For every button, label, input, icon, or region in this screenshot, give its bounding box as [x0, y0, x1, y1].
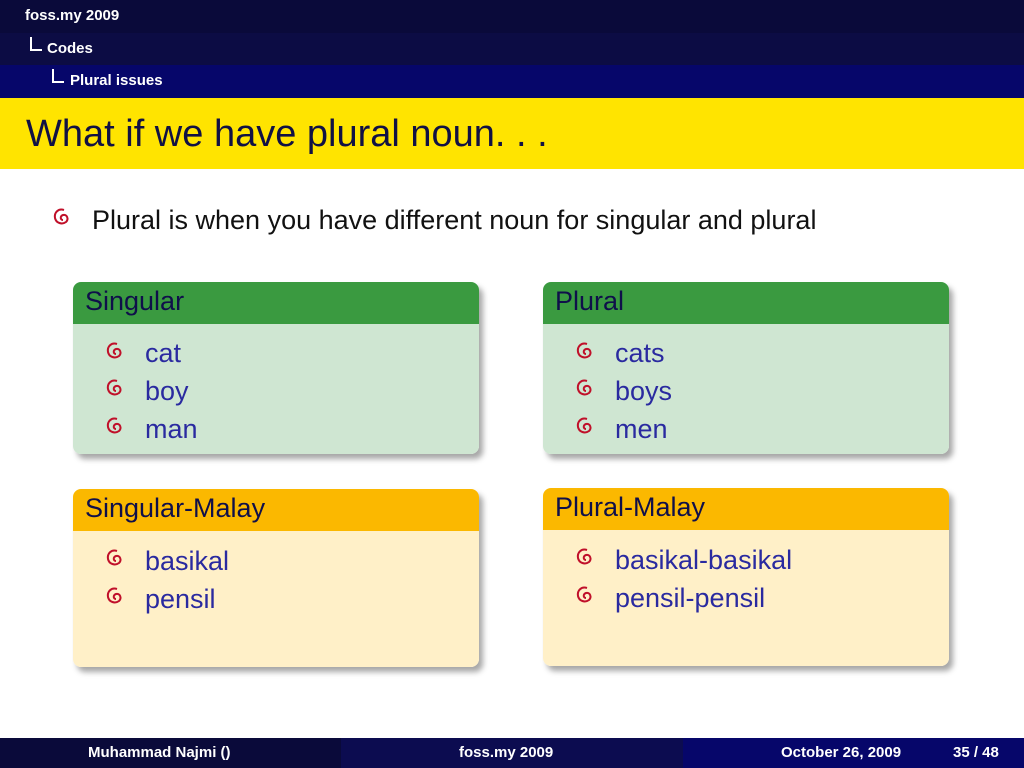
- block-title: Singular-Malay: [85, 493, 266, 523]
- list-item: man: [145, 414, 198, 444]
- block-title: Singular: [85, 286, 185, 316]
- list-item: pensil-pensil: [615, 583, 766, 613]
- footer-event-text: foss.my 2009: [459, 744, 554, 761]
- block-body: [543, 530, 949, 666]
- block-singular: [73, 282, 479, 454]
- footer-page-number: 35 / 48: [953, 744, 999, 761]
- tree-connector-icon: [30, 37, 42, 51]
- block-header: [543, 488, 949, 530]
- debian-swirl-icon: [575, 546, 595, 568]
- debian-swirl-icon: [105, 415, 125, 437]
- slide-title: What if we have plural noun. . .: [26, 113, 548, 155]
- block-singular-malay: [73, 489, 479, 667]
- footer-author: [0, 738, 341, 768]
- block-body: [543, 324, 949, 454]
- debian-swirl-icon: [575, 340, 595, 362]
- block-body: [73, 324, 479, 454]
- list-item: men: [615, 414, 668, 444]
- block-plural-malay: [543, 488, 949, 666]
- intro-text: Plural is when you have different noun for singular and plural: [92, 205, 817, 235]
- debian-swirl-icon: [575, 415, 595, 437]
- footer-author-text: Muhammad Najmi (): [88, 744, 231, 761]
- nav-subsection: [0, 33, 1024, 65]
- debian-swirl-icon: [575, 377, 595, 399]
- debian-swirl-icon: [105, 377, 125, 399]
- list-item: pensil: [145, 584, 216, 614]
- block-header: [73, 489, 479, 531]
- nav-section-codes[interactable]: Codes: [47, 40, 93, 57]
- debian-swirl-icon: [575, 584, 595, 606]
- list-item: basikal-basikal: [615, 545, 793, 575]
- debian-swirl-icon: [105, 340, 125, 362]
- footer-event: [341, 738, 683, 768]
- nav-subsection-plural[interactable]: Plural issues: [70, 72, 163, 89]
- list-item: boy: [145, 376, 189, 406]
- list-item: basikal: [145, 546, 230, 576]
- debian-swirl-icon: [105, 547, 125, 569]
- footer-date-text: October 26, 2009: [781, 744, 902, 761]
- list-item: cats: [615, 338, 665, 368]
- list-item: cat: [145, 338, 182, 368]
- debian-swirl-icon: [105, 585, 125, 607]
- block-title: Plural: [555, 286, 625, 316]
- title-bar: [0, 98, 1024, 169]
- block-body: [73, 531, 479, 667]
- nav-section: [0, 0, 1024, 33]
- nav-presentation-title[interactable]: foss.my 2009: [25, 7, 120, 24]
- list-item: boys: [615, 376, 673, 406]
- footer-date: [683, 738, 1024, 768]
- block-header: [543, 282, 949, 324]
- debian-swirl-icon: [52, 206, 72, 228]
- nav-subsubsection: [0, 65, 1024, 98]
- block-header: [73, 282, 479, 324]
- block-title: Plural-Malay: [555, 492, 706, 522]
- block-plural: [543, 282, 949, 454]
- tree-connector-icon: [52, 69, 64, 83]
